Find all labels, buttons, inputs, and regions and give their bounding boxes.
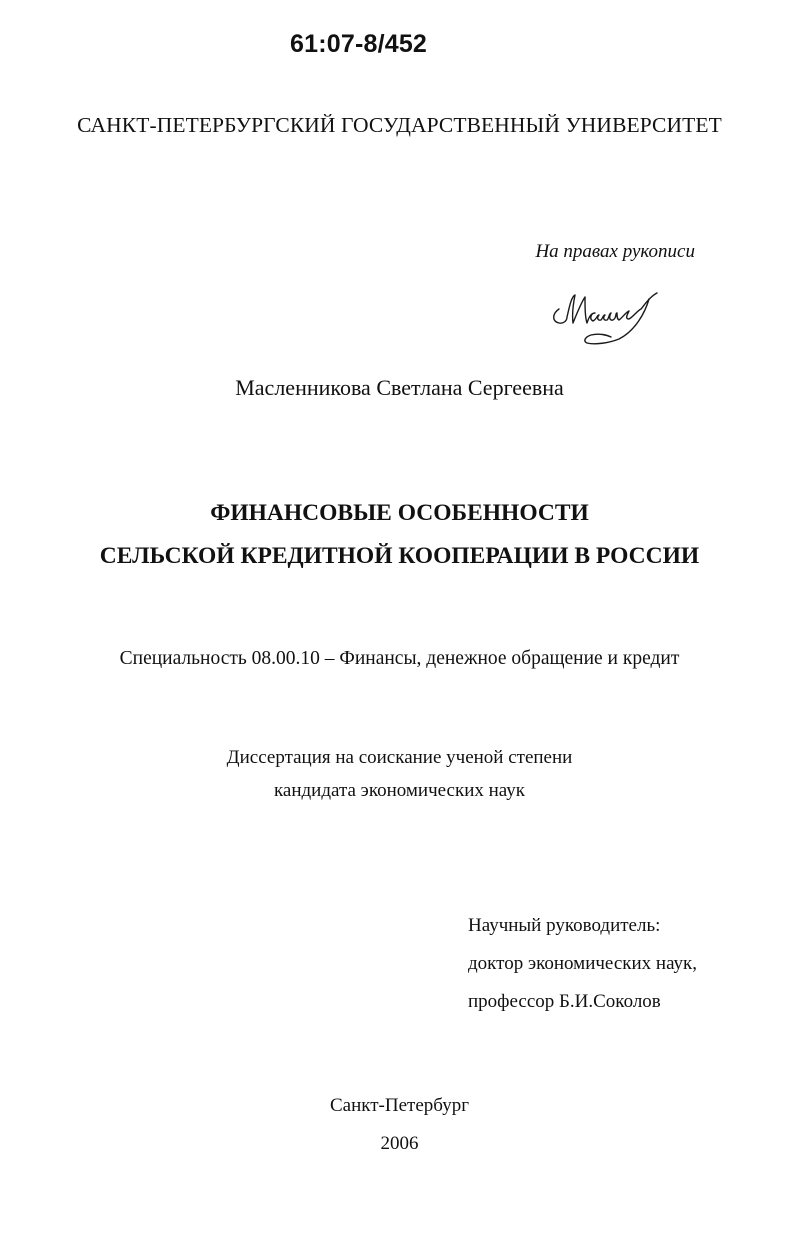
advisor-degree: доктор экономических наук,: [468, 953, 698, 974]
catalog-number: 61:07-8/452: [290, 30, 428, 58]
scientific-advisor: [468, 907, 697, 1021]
author-name: Масленникова Светлана Сергеевна: [235, 375, 564, 400]
dissertation-title: [0, 492, 799, 578]
advisor-name: профессор Б.И.Соколов: [468, 991, 661, 1012]
year: 2006: [380, 1133, 419, 1154]
degree-line-2: кандидата экономических наук: [273, 780, 526, 801]
title-line-1: ФИНАНСОВЫЕ ОСОБЕННОСТИ: [210, 500, 589, 526]
degree-line-1: Диссертация на соискание ученой степени: [226, 747, 573, 768]
place-and-year: [0, 1087, 799, 1163]
university-name: САНКТ-ПЕТЕРБУРГСКИЙ ГОСУДАРСТВЕННЫЙ УНИВЕРСИТЕТ: [77, 113, 722, 137]
title-line-2: СЕЛЬСКОЙ КРЕДИТНОЙ КООПЕРАЦИИ В РОССИИ: [99, 543, 700, 569]
manuscript-note: На правах рукописи: [535, 241, 695, 262]
handwritten-signature: [545, 283, 675, 353]
degree-statement: [0, 741, 799, 807]
specialty: Специальность 08.00.10 – Финансы, денежное обращение и кредит: [119, 648, 680, 669]
advisor-label: Научный руководитель:: [468, 915, 661, 936]
city: Санкт-Петербург: [329, 1095, 469, 1116]
